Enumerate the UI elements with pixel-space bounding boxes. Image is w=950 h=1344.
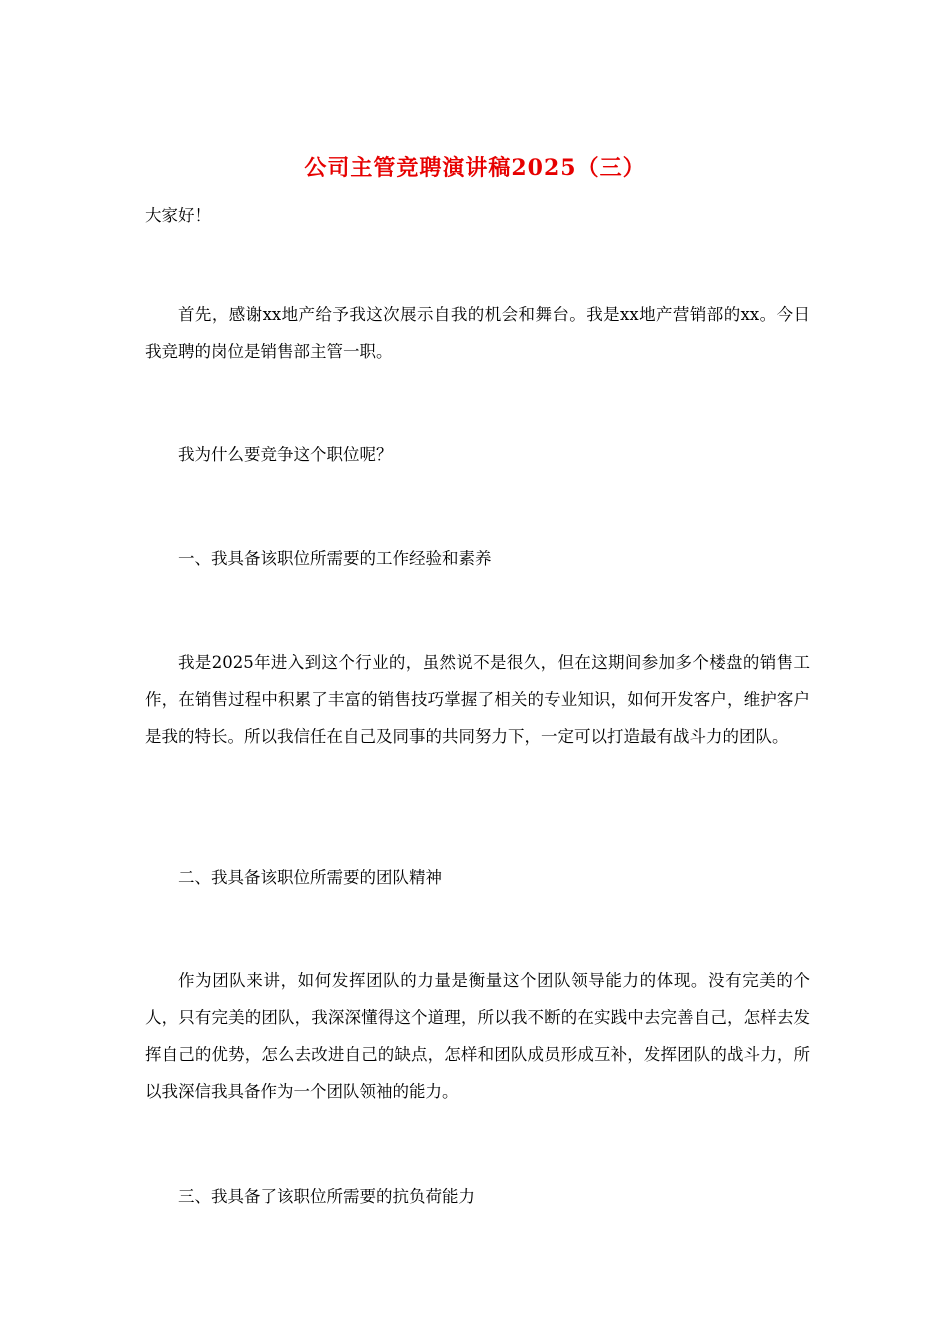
paragraph-experience: 我是2025年进入到这个行业的，虽然说不是很久，但在这期间参加多个楼盘的销售工作，在销售过程中积累了丰富的销售技巧掌握了相关的专业知识，如何开发客户，维护客户是我的特长。所以我信任在自己及同事的共同努力下，一定可以打造最有战斗力的团队。	[145, 653, 810, 746]
paragraph-question: 我为什么要竞争这个职位呢？	[178, 445, 393, 464]
document-title: 公司主管竞聘演讲稿2025（三）	[304, 155, 646, 181]
heading-section-one: 一、我具备该职位所需要的工作经验和素养	[178, 549, 492, 568]
paragraph-intro: 首先，感谢xx地产给予我这次展示自我的机会和舞台。我是xx地产营销部的xx。今日我竞聘的岗位是销售部主管一职。	[145, 305, 810, 361]
paragraph-teamwork: 作为团队来讲，如何发挥团队的力量是衡量这个团队领导能力的体现。没有完美的个人，只有完美的团队，我深深懂得这个道理，所以我不断的在实践中去完善自己，怎样去发挥自己的优势，怎么去改进自己的缺点，怎样和团队成员形成互补，发挥团队的战斗力，所以我深信我具备作为一个团队领袖的能力。	[145, 971, 810, 1101]
greeting: 大家好！	[145, 206, 211, 225]
heading-section-three: 三、我具备了该职位所需要的抗负荷能力	[178, 1187, 475, 1206]
heading-section-two: 二、我具备该职位所需要的团队精神	[178, 868, 442, 887]
